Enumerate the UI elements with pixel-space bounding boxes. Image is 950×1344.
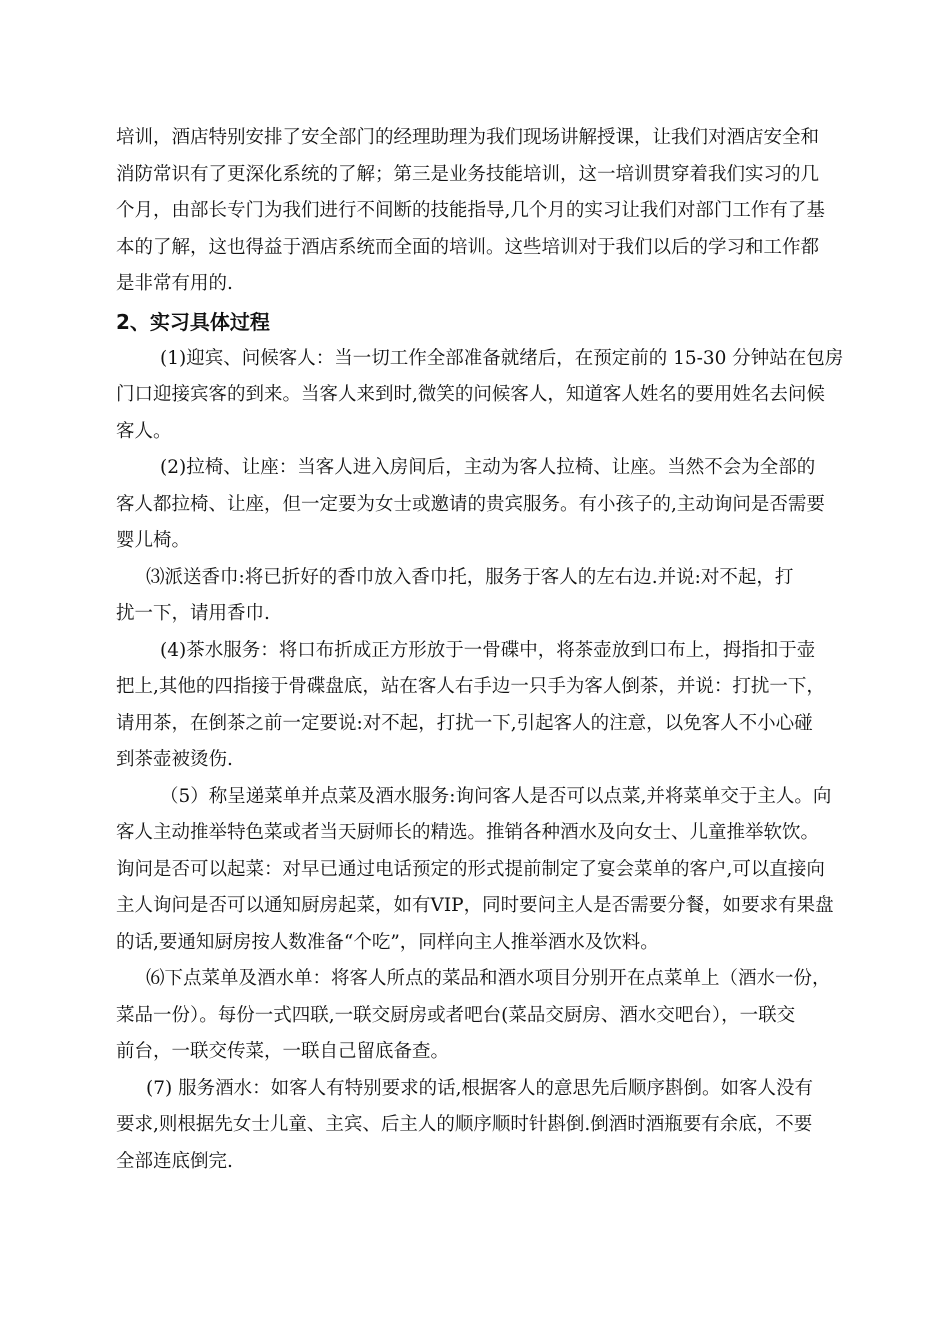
text-line: ⑶派送香巾:将已折好的香巾放入香巾托，服务于客人的左右边.并说:对不起，打 [146, 566, 794, 588]
text-line: 到茶壶被烫伤. [116, 749, 233, 770]
text-line: 菜品一份）。每份一式四联,一联交厨房或者吧台(菜品交厨房、酒水交吧台），一联交 [116, 1004, 796, 1026]
text-line: 询问是否可以起菜：对早已通过电话预定的形式提前制定了宴会菜单的客户,可以直接向 [116, 858, 825, 880]
text-line: 扰一下，请用香巾. [116, 603, 270, 624]
text-line: 主人询问是否可以通知厨房起菜，如有VIP，同时要问主人是否需要分餐，如要求有果盘 [116, 895, 834, 916]
paragraph-towel [116, 560, 844, 633]
paragraph-tea [116, 633, 844, 779]
text-line: (4)茶水服务：将口布折成正方形放于一骨碟中，将茶壶放到口布上，拇指扣于壶 [160, 639, 816, 661]
text-line: 请用茶，在倒茶之前一定要说:对不起，打扰一下,引起客人的注意，以免客人不小心碰 [116, 712, 813, 734]
text-line: 前台，一联交传菜，一联自己留底备查。 [116, 1041, 450, 1062]
text-line: 客人都拉椅、让座，但一定要为女士或邀请的贵宾服务。有小孩子的,主动询问是否需要 [116, 493, 825, 515]
text-line: 门口迎接宾客的到来。当客人来到时,微笑的问候客人，知道客人姓名的要用姓名去问候 [116, 384, 825, 405]
text-line: 消防常识有了更深化系统的了解；第三是业务技能培训，这一培训贯穿着我们实习的几 [116, 163, 820, 185]
text-line: 全部连底倒完. [116, 1150, 233, 1172]
text-line: 婴儿椅。 [116, 530, 191, 551]
text-line: 培训，酒店特别安排了安全部门的经理助理为我们现场讲解授课，让我们对酒店安全和 [116, 127, 820, 148]
text-line: 本的了解，这也得益于酒店系统而全面的培训。这些培训对于我们以后的学习和工作都 [116, 236, 820, 258]
text-line: 个月，由部长专门为我们进行不间断的技能指导,几个月的实习让我们对部门工作有了基 [116, 200, 825, 221]
text-line: 客人主动推举特色菜或者当天厨师长的精选。推销各种酒水及向女士、儿童推举软饮。 [116, 822, 820, 843]
text-line: 的话,要通知厨房按人数准备“个吃”，同样向主人推举酒水及饮料。 [116, 931, 659, 953]
paragraph-greeting [116, 341, 844, 451]
paragraph-menu [116, 779, 844, 962]
text-line: (7) 服务酒水：如客人有特别要求的话,根据客人的意思先后顺序斟倒。如客人没有 [146, 1077, 813, 1099]
section-heading: 2、实习具体过程 [116, 309, 270, 334]
intro-paragraph [116, 120, 844, 303]
text-line: 要求,则根据先女士儿童、主宾、后主人的顺序顺时针斟倒.倒酒时酒瓶要有余底，不要 [116, 1114, 813, 1135]
text-line: （5）称呈递菜单并点菜及酒水服务:询问客人是否可以点菜,并将菜单交于主人。向 [160, 785, 832, 807]
text-line: 是非常有用的. [116, 273, 233, 294]
paragraph-seating [116, 450, 844, 560]
paragraph-wine [116, 1071, 844, 1181]
paragraph-order [116, 961, 844, 1071]
document-body [116, 120, 844, 1180]
text-line: 客人。 [116, 420, 172, 442]
text-line: (1)迎宾、问候客人：当一切工作全部准备就绪后，在预定前的 15-30 分钟站在包房 [160, 347, 844, 369]
text-line: ⑹下点菜单及酒水单：将客人所点的菜品和酒水项目分别开在点菜单上（酒水一份， [146, 968, 831, 989]
text-line: 把上,其他的四指接于骨碟盘底，站在客人右手边一只手为客人倒茶，并说：打扰一下， [116, 676, 825, 697]
text-line: (2)拉椅、让座：当客人进入房间后，主动为客人拉椅、让座。当然不会为全部的 [160, 457, 816, 478]
